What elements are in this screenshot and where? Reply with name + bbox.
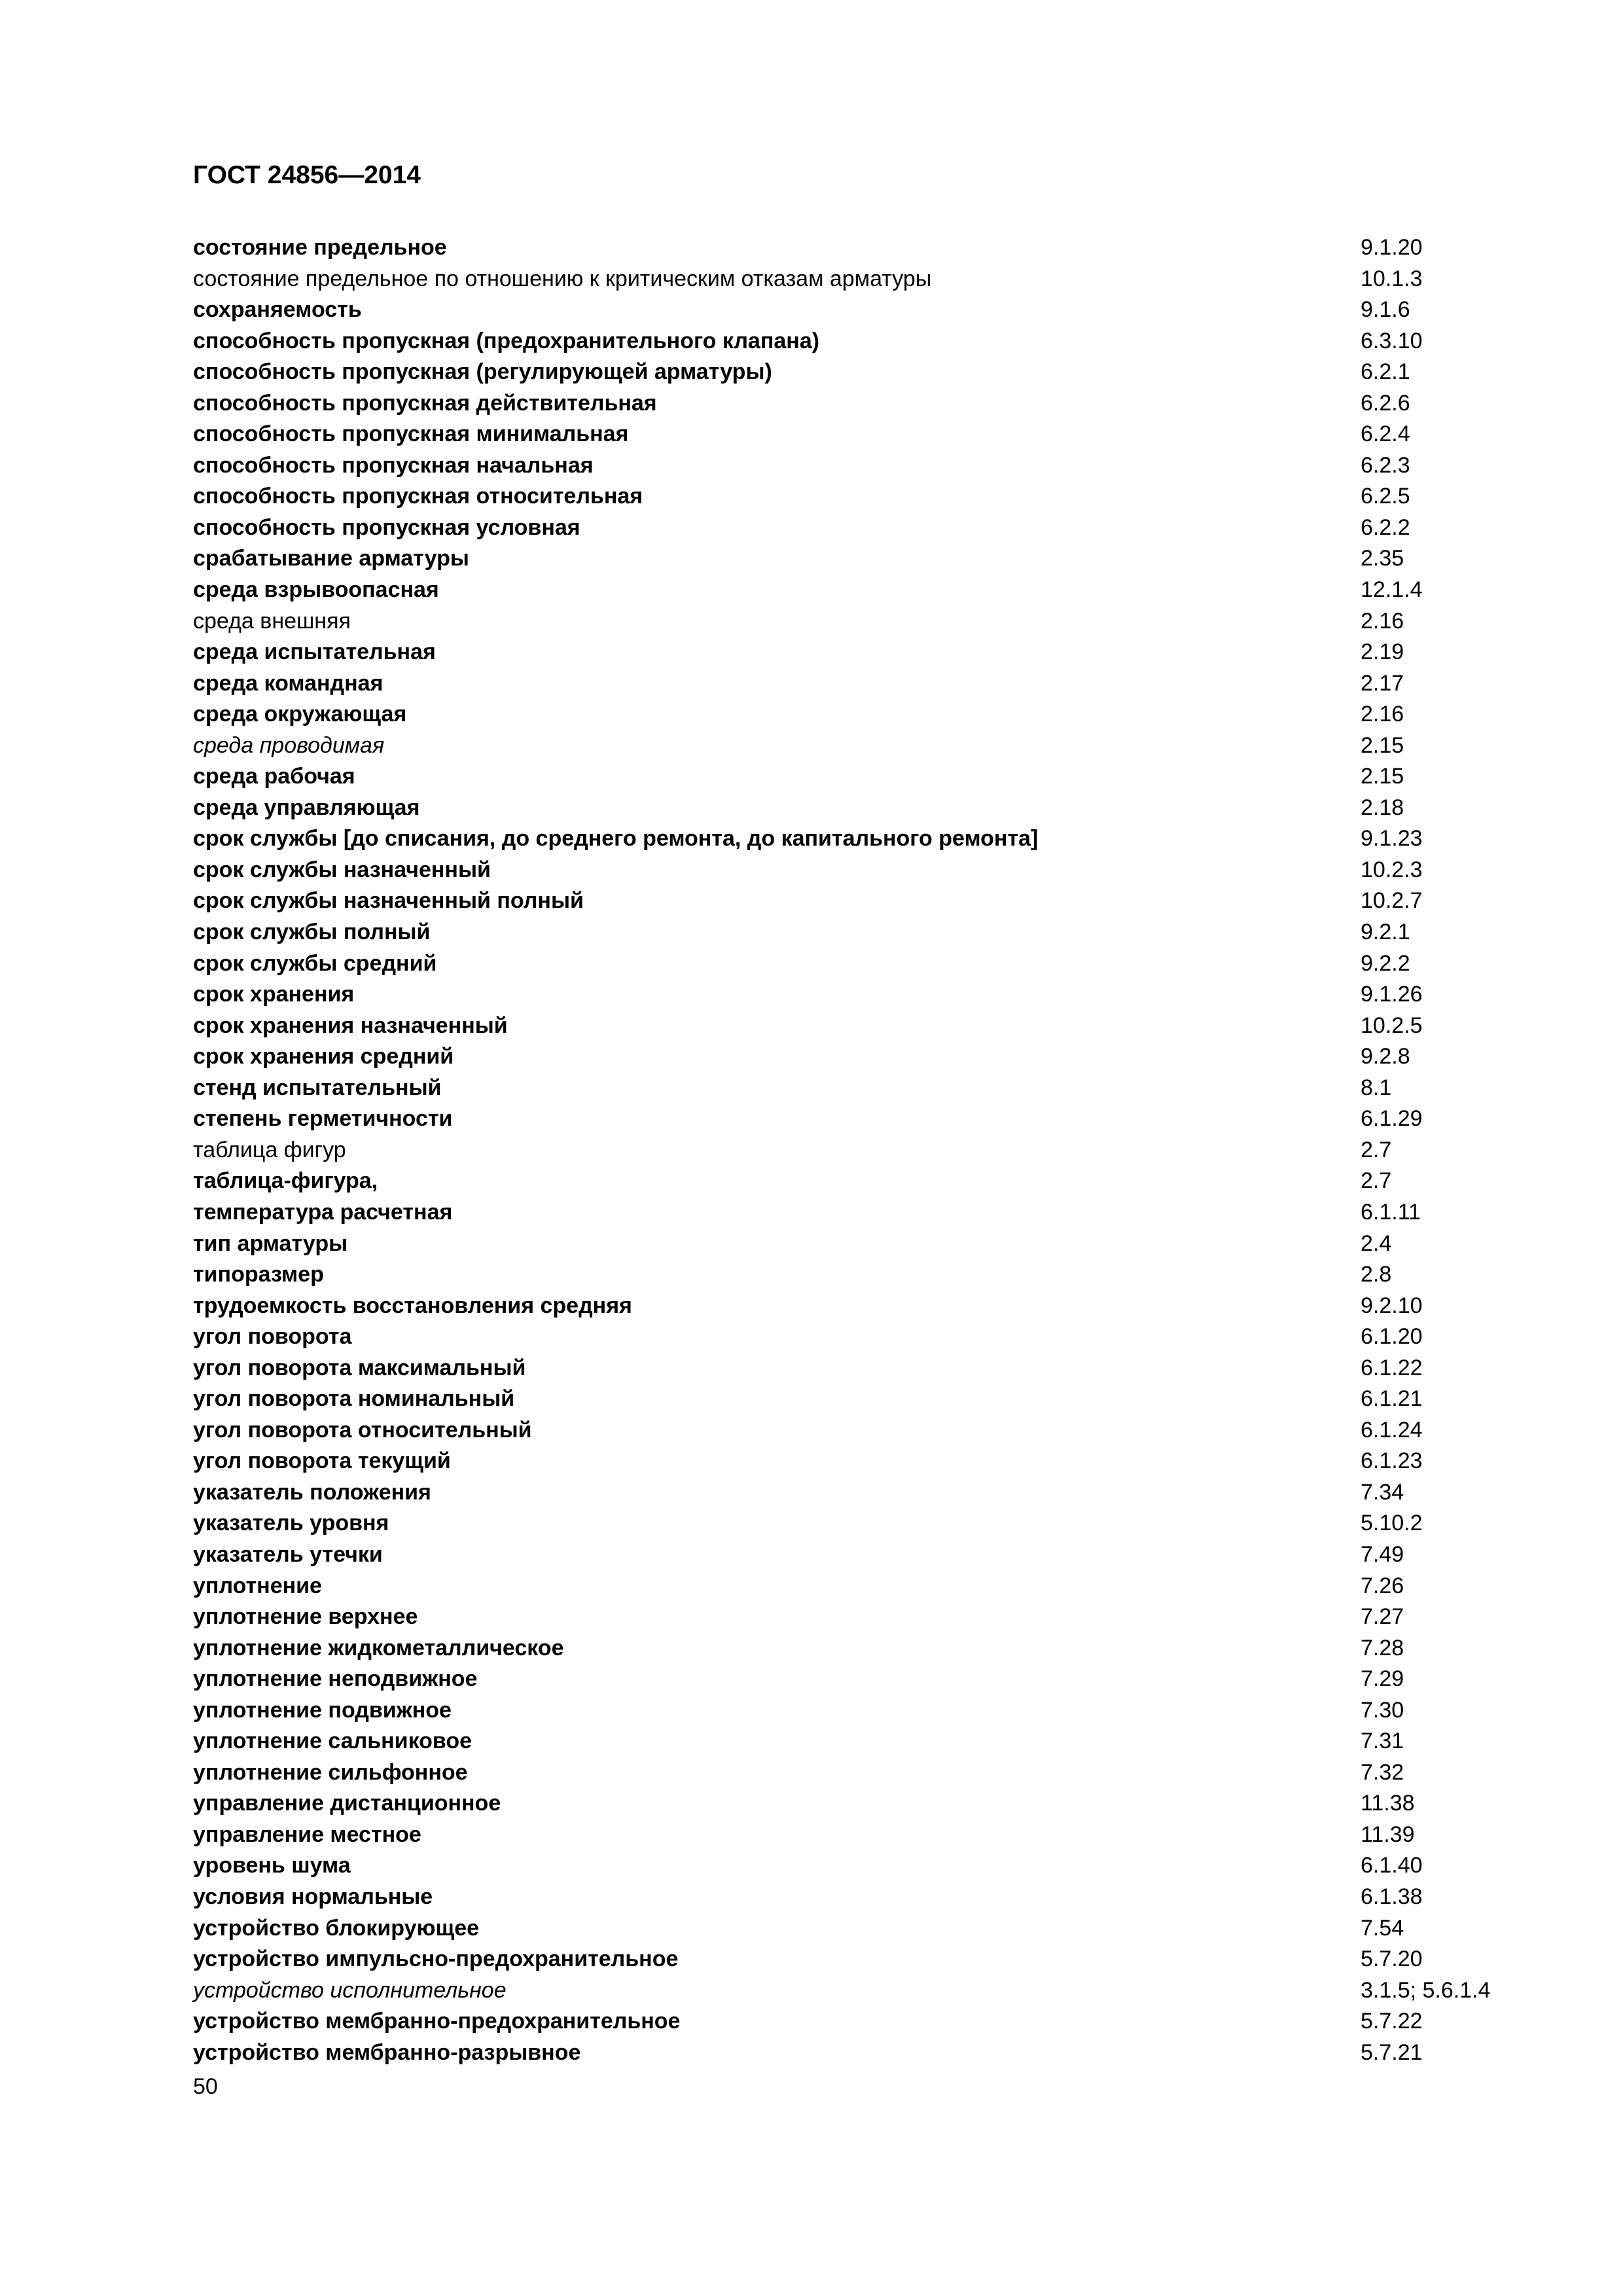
index-entry xyxy=(193,388,1522,420)
index-reference: 6.1.40 xyxy=(1361,1853,1423,1878)
index-entry xyxy=(193,1415,1522,1446)
index-entry xyxy=(193,793,1522,824)
index-term: устройство импульсно-предохранительное xyxy=(193,1946,679,1972)
index-entry xyxy=(193,1446,1522,1477)
index-reference: 11.39 xyxy=(1361,1821,1415,1847)
index-entry xyxy=(193,917,1522,948)
index-term: уплотнение жидкометаллическое xyxy=(193,1635,564,1660)
index-entry xyxy=(193,264,1522,295)
index-entry xyxy=(193,1259,1522,1291)
index-entry xyxy=(193,357,1522,388)
index-reference: 9.1.23 xyxy=(1361,826,1423,852)
index-entry xyxy=(193,1073,1522,1104)
index-term: способность пропускная (предохранительного клапана) xyxy=(193,328,820,353)
index-term: угол поворота xyxy=(193,1324,352,1350)
index-reference: 7.54 xyxy=(1361,1915,1404,1941)
index-reference: 2.4 xyxy=(1361,1230,1392,1256)
index-entry xyxy=(193,543,1522,575)
index-term: стенд испытательный xyxy=(193,1075,442,1100)
index-reference: 7.49 xyxy=(1361,1541,1404,1567)
index-entry xyxy=(193,1229,1522,1260)
index-term: сохраняемость xyxy=(193,297,362,323)
index-entry xyxy=(193,1384,1522,1415)
index-entry xyxy=(193,886,1522,917)
index-entry xyxy=(193,1726,1522,1757)
index-term: срок службы полный xyxy=(193,920,431,945)
index-reference: 7.28 xyxy=(1361,1635,1404,1660)
index-term: состояние предельное по отношению к критическим отказам арматуры xyxy=(193,266,932,291)
index-term: тип арматуры xyxy=(193,1230,348,1256)
index-entry xyxy=(193,512,1522,544)
index-reference: 2.16 xyxy=(1361,702,1404,727)
index-reference: 2.8 xyxy=(1361,1262,1392,1287)
index-term: угол поворота текущий xyxy=(193,1448,451,1474)
index-term: способность пропускная минимальная xyxy=(193,422,629,447)
index-term: среда управляющая xyxy=(193,795,420,820)
index-entry xyxy=(193,1103,1522,1135)
index-reference: 9.1.20 xyxy=(1361,235,1423,260)
index-reference: 9.2.10 xyxy=(1361,1293,1423,1318)
index-entry xyxy=(193,1882,1522,1913)
index-entry xyxy=(193,1664,1522,1695)
index-term: угол поворота номинальный xyxy=(193,1386,515,1412)
index-reference: 2.7 xyxy=(1361,1168,1392,1194)
index-entry xyxy=(193,1011,1522,1042)
index-term: трудоемкость восстановления средняя xyxy=(193,1293,632,1318)
index-term: способность пропускная начальная xyxy=(193,452,594,478)
index-term: указатель уровня xyxy=(193,1511,389,1536)
index-term: уровень шума xyxy=(193,1853,351,1878)
index-entry xyxy=(193,1913,1522,1945)
index-entry xyxy=(193,1321,1522,1353)
index-entry xyxy=(193,326,1522,357)
index-term: срабатывание арматуры xyxy=(193,546,469,571)
index-reference: 10.2.5 xyxy=(1361,1013,1423,1038)
index-reference: 5.7.20 xyxy=(1361,1946,1423,1972)
index-reference: 8.1 xyxy=(1361,1075,1392,1100)
index-reference: 6.2.2 xyxy=(1361,514,1410,540)
index-term: угол поворота относительный xyxy=(193,1417,532,1443)
index-term: способность пропускная (регулирующей арматуры) xyxy=(193,359,772,385)
index-term: таблица-фигура, xyxy=(193,1168,378,1194)
index-term: среда внешняя xyxy=(193,608,351,634)
index-term: указатель утечки xyxy=(193,1541,383,1567)
index-entry xyxy=(193,855,1522,886)
index-reference: 6.2.5 xyxy=(1361,484,1410,509)
index-reference: 2.15 xyxy=(1361,732,1404,758)
index-reference: 2.7 xyxy=(1361,1137,1392,1162)
index-reference: 6.1.29 xyxy=(1361,1106,1423,1132)
index-entry xyxy=(193,1477,1522,1509)
index-entry xyxy=(193,1197,1522,1229)
index-reference: 9.2.8 xyxy=(1361,1044,1410,1069)
index-reference: 6.1.24 xyxy=(1361,1417,1423,1443)
index-term: таблица фигур xyxy=(193,1137,346,1162)
index-entry xyxy=(193,1757,1522,1789)
index-term: условия нормальные xyxy=(193,1884,433,1909)
index-reference: 6.1.11 xyxy=(1361,1199,1421,1225)
index-reference: 3.1.5; 5.6.1.4 xyxy=(1361,1977,1491,2003)
index-entry xyxy=(193,2037,1522,2069)
index-entry xyxy=(193,948,1522,980)
index-term: срок хранения назначенный xyxy=(193,1013,508,1038)
index-reference: 9.2.1 xyxy=(1361,920,1410,945)
index-term: угол поворота максимальный xyxy=(193,1355,526,1380)
index-reference: 7.26 xyxy=(1361,1573,1404,1598)
index-reference: 6.2.4 xyxy=(1361,422,1410,447)
index-entry xyxy=(193,1975,1522,2007)
index-term: степень герметичности xyxy=(193,1106,453,1132)
index-entry xyxy=(193,1602,1522,1633)
index-reference: 6.1.38 xyxy=(1361,1884,1423,1909)
index-term: способность пропускная относительная xyxy=(193,484,643,509)
index-reference: 7.27 xyxy=(1361,1604,1404,1630)
index-entry xyxy=(193,1788,1522,1820)
index-term: срок службы назначенный xyxy=(193,857,491,882)
index-reference: 5.7.22 xyxy=(1361,2009,1423,2034)
index-term: срок службы средний xyxy=(193,950,437,976)
index-reference: 6.1.23 xyxy=(1361,1448,1423,1474)
index-term: среда командная xyxy=(193,670,383,696)
index-reference: 7.29 xyxy=(1361,1666,1404,1692)
index-entry xyxy=(193,668,1522,700)
index-term: уплотнение сальниковое xyxy=(193,1729,473,1754)
index-reference: 6.1.20 xyxy=(1361,1324,1423,1350)
index-entry xyxy=(193,450,1522,482)
index-term: среда рабочая xyxy=(193,764,355,789)
index-reference: 2.35 xyxy=(1361,546,1404,571)
index-reference: 6.2.1 xyxy=(1361,359,1410,385)
index-reference: 10.2.7 xyxy=(1361,888,1423,914)
index-reference: 6.2.3 xyxy=(1361,452,1410,478)
index-entry xyxy=(193,232,1522,264)
index-reference: 6.3.10 xyxy=(1361,328,1423,353)
index-term: способность пропускная действительная xyxy=(193,390,657,416)
index-entry xyxy=(193,730,1522,762)
index-entry xyxy=(193,1695,1522,1727)
index-reference: 5.7.21 xyxy=(1361,2039,1423,2065)
index-term: указатель положения xyxy=(193,1479,431,1505)
index-reference: 9.1.26 xyxy=(1361,982,1423,1007)
index-term: уплотнение верхнее xyxy=(193,1604,418,1630)
index-term: устройство исполнительное xyxy=(193,1977,507,2003)
index-entry xyxy=(193,761,1522,793)
index-term: управление местное xyxy=(193,1821,421,1847)
index-reference: 11.38 xyxy=(1361,1791,1415,1816)
index-term: уплотнение неподвижное xyxy=(193,1666,478,1692)
index-term: среда взрывоопасная xyxy=(193,577,439,603)
index-term: срок хранения xyxy=(193,982,355,1007)
index-reference: 6.1.22 xyxy=(1361,1355,1423,1380)
index-entry xyxy=(193,1353,1522,1384)
index-term: уплотнение подвижное xyxy=(193,1697,452,1723)
index-reference: 2.18 xyxy=(1361,795,1404,820)
index-reference: 5.10.2 xyxy=(1361,1511,1423,1536)
index-reference: 6.2.6 xyxy=(1361,390,1410,416)
index-reference: 2.15 xyxy=(1361,764,1404,789)
index-entry xyxy=(193,419,1522,450)
index-entry xyxy=(193,637,1522,668)
index-term: срок хранения средний xyxy=(193,1044,454,1069)
index-term: способность пропускная условная xyxy=(193,514,580,540)
index-reference: 7.30 xyxy=(1361,1697,1404,1723)
index-entry xyxy=(193,1633,1522,1664)
index-term: среда проводимая xyxy=(193,732,385,758)
index-reference: 6.1.21 xyxy=(1361,1386,1423,1412)
index-entry xyxy=(193,1820,1522,1851)
index-term: устройство блокирующее xyxy=(193,1915,480,1941)
document-header: ГОСТ 24856—2014 xyxy=(193,161,421,189)
index-entry xyxy=(193,1166,1522,1197)
index-term: устройство мембранно-предохранительное xyxy=(193,2009,681,2034)
index-entry xyxy=(193,823,1522,855)
index-entry xyxy=(193,979,1522,1011)
index-term: среда испытательная xyxy=(193,639,436,665)
index-entry xyxy=(193,699,1522,730)
term-index-list xyxy=(193,232,1522,2068)
index-term: уплотнение сильфонное xyxy=(193,1759,468,1785)
index-entry xyxy=(193,1291,1522,1322)
index-term: срок службы назначенный полный xyxy=(193,888,584,914)
index-reference: 7.32 xyxy=(1361,1759,1404,1785)
index-reference: 12.1.4 xyxy=(1361,577,1423,603)
index-reference: 10.1.3 xyxy=(1361,266,1423,291)
index-entry xyxy=(193,575,1522,606)
index-reference: 2.16 xyxy=(1361,608,1404,634)
index-entry xyxy=(193,1135,1522,1166)
index-entry xyxy=(193,1944,1522,1975)
index-entry xyxy=(193,1850,1522,1882)
index-entry xyxy=(193,2006,1522,2037)
index-reference: 2.19 xyxy=(1361,639,1404,665)
index-reference: 9.1.6 xyxy=(1361,297,1410,323)
index-reference: 2.17 xyxy=(1361,670,1404,696)
index-reference: 7.31 xyxy=(1361,1729,1404,1754)
index-entry xyxy=(193,1041,1522,1073)
index-entry xyxy=(193,1571,1522,1602)
index-reference: 10.2.3 xyxy=(1361,857,1423,882)
index-term: состояние предельное xyxy=(193,235,447,260)
index-reference: 7.34 xyxy=(1361,1479,1404,1505)
index-term: температура расчетная xyxy=(193,1199,453,1225)
index-term: управление дистанционное xyxy=(193,1791,501,1816)
index-entry xyxy=(193,1508,1522,1539)
index-entry xyxy=(193,295,1522,326)
index-entry xyxy=(193,1539,1522,1571)
page-number: 50 xyxy=(193,2074,218,2099)
index-term: типоразмер xyxy=(193,1262,324,1287)
index-term: уплотнение xyxy=(193,1573,322,1598)
index-reference: 9.2.2 xyxy=(1361,950,1410,976)
index-term: срок службы [до списания, до среднего ремонта, до капитального ремонта] xyxy=(193,826,1039,852)
index-entry xyxy=(193,606,1522,637)
index-entry xyxy=(193,481,1522,512)
index-term: среда окружающая xyxy=(193,702,407,727)
index-term: устройство мембранно-разрывное xyxy=(193,2039,581,2065)
